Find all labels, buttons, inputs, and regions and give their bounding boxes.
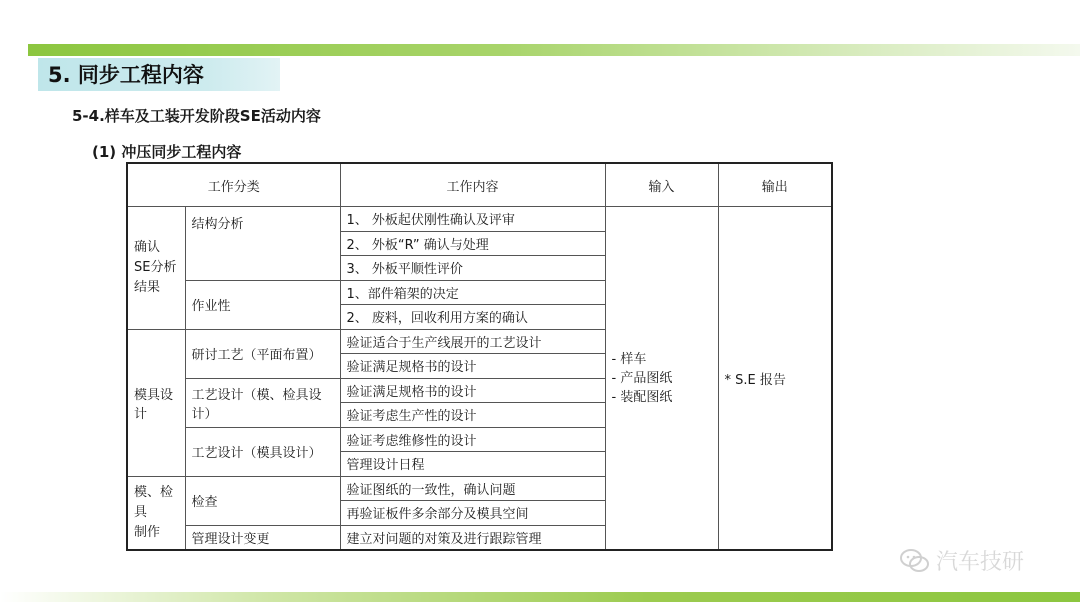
sub-design-change-mgmt: 管理设计变更: [185, 525, 340, 550]
sub-structure-analysis: 结构分析: [185, 207, 340, 281]
watermark: [900, 545, 1024, 576]
group-confirm-se: 确认 SE分析结果: [127, 207, 185, 330]
table-cell: 验证图纸的一致性，确认问题: [340, 476, 605, 501]
sub-process-design-die: 工艺设计（模具设计）: [185, 427, 340, 476]
header-input: 输入: [605, 163, 718, 207]
sub-operability: 作业性: [185, 280, 340, 329]
table-cell: 3、 外板平顺性评价: [340, 256, 605, 281]
group-die-design: 模具设计: [127, 329, 185, 476]
table-cell: 2、 外板“R” 确认与处理: [340, 231, 605, 256]
header-content: 工作内容: [340, 163, 605, 207]
table-cell: 验证考虑生产性的设计: [340, 403, 605, 428]
input-cell: - 样车 - 产品图纸 - 装配图纸: [605, 207, 718, 551]
table-cell: 验证适合于生产线展开的工艺设计: [340, 329, 605, 354]
table-cell: 2、 废料，回收利用方案的确认: [340, 305, 605, 330]
table-cell: 验证考虑维修性的设计: [340, 427, 605, 452]
se-content-table: [126, 162, 833, 551]
watermark-text: 汽车技研: [936, 550, 1025, 575]
table-cell: 管理设计日程: [340, 452, 605, 477]
table-cell: 验证满足规格书的设计: [340, 354, 605, 379]
wechat-icon: [900, 548, 930, 574]
sub-process-study: 研讨工艺（平面布置）: [185, 329, 340, 378]
section-title: 5. 同步工程内容: [48, 63, 204, 87]
header-output: 输出: [718, 163, 832, 207]
table-cell: 验证满足规格书的设计: [340, 378, 605, 403]
table-cell: 建立对问题的对策及进行跟踪管理: [340, 525, 605, 550]
header-category: 工作分类: [127, 163, 340, 207]
bottom-accent-bar: [0, 592, 1080, 602]
sub-inspection: 检查: [185, 476, 340, 525]
table-cell: 1、部件箱架的决定: [340, 280, 605, 305]
sub-subtitle: (1) 冲压同步工程内容: [92, 143, 242, 161]
table-cell: 再验证板件多余部分及模具空间: [340, 501, 605, 526]
top-accent-bar: [28, 44, 1080, 56]
output-cell: * S.E 报告: [718, 207, 832, 551]
subtitle: 5-4.样车及工装开发阶段SE活动内容: [72, 107, 321, 125]
sub-process-design-die-fixture: 工艺设计（模、检具设计）: [185, 378, 340, 427]
group-die-manufacture: 模、检具 制作: [127, 476, 185, 550]
table-cell: 1、 外板起伏刚性确认及评审: [340, 207, 605, 232]
